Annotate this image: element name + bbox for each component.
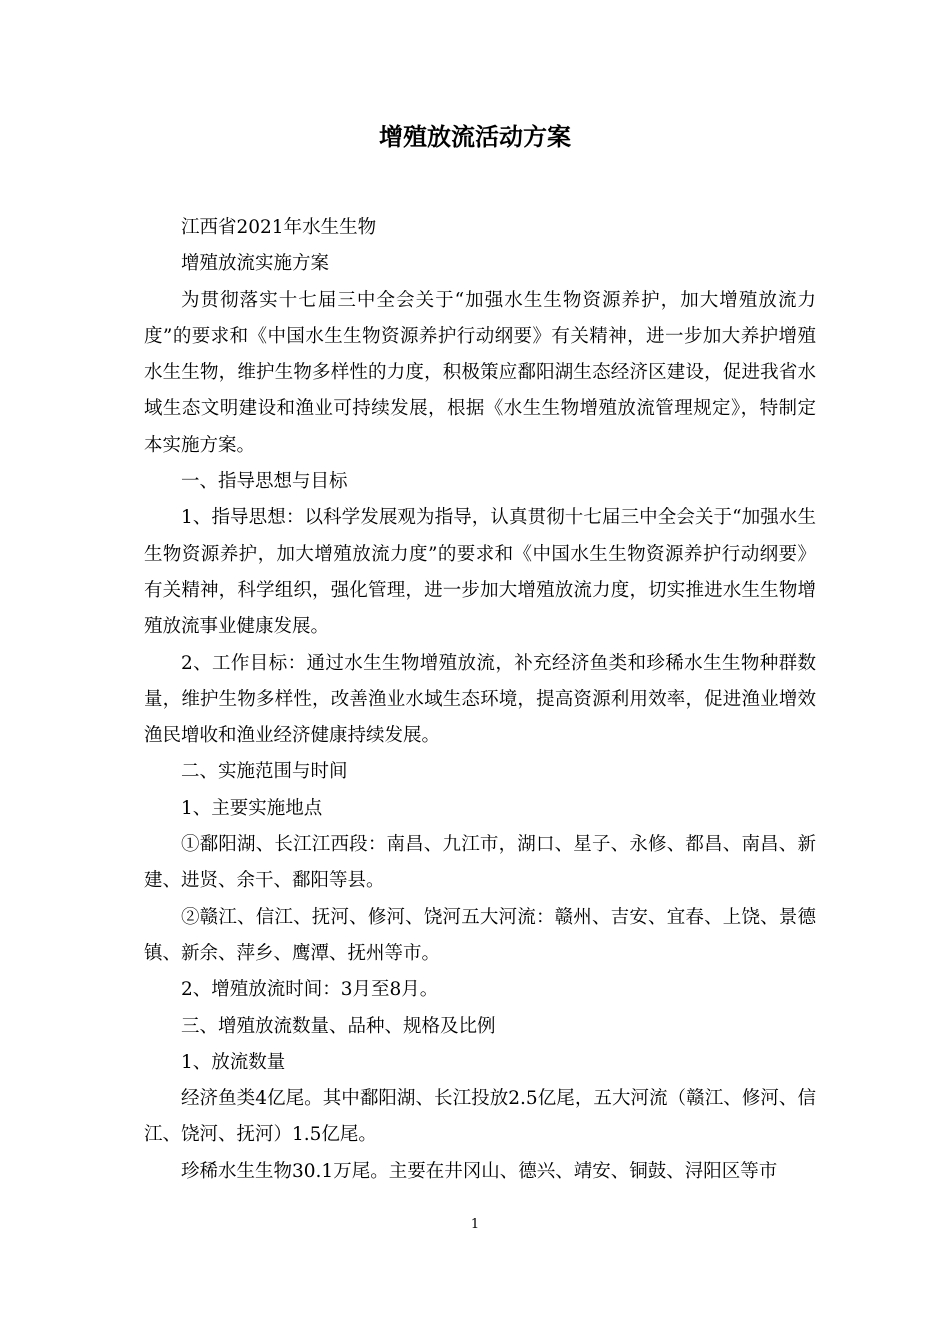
paragraph-intro: 为贯彻落实十七届三中全会关于“加强水生生物资源养护，加大增殖放流力度”的要求和《中国水生生物资源养护行动纲要》有关精神，进一步加大养护增殖水生生物，维护生物多样性的力度，积极策应鄱阳湖生态经济区建设，促进我省水域生态文明建设和渔业可持续发展，根据《水生生物增殖放流管理规定》，特制定本实施方案。 xyxy=(144,289,816,456)
section-heading-1: 一、指导思想与目标 xyxy=(181,471,348,493)
paragraph-subtitle-line-1: 江西省2021年水生生物 xyxy=(181,217,377,238)
document-title: 增殖放流活动方案 xyxy=(379,122,571,151)
paragraph-subtitle-line-2: 增殖放流实施方案 xyxy=(181,253,330,275)
paragraph-location-1: ①鄱阳湖、长江江西段：南昌、九江市，湖口、星子、永修、都昌、南昌、新建、进贤、余干、鄱阳等县。 xyxy=(144,834,816,892)
paragraph-location-2: ②赣江、信江、抚河、修河、饶河五大河流：赣州、吉安、宜春、上饶、景德镇、新余、萍乡、鹰潭、抚州等市。 xyxy=(144,906,816,964)
document-body xyxy=(144,210,816,1190)
paragraph-guiding-ideology: 1、指导思想：以科学发展观为指导，认真贯彻十七届三中全会关于“加强水生生物资源养护，加大增殖放流力度”的要求和《中国水生生物资源养护行动纲要》有关精神，科学组织，强化管理，进一步加大增殖放流力度，切实推进水生生物增殖放流事业健康发展。 xyxy=(144,507,816,638)
section-heading-3: 三、增殖放流数量、品种、规格及比例 xyxy=(181,1015,496,1037)
page-number: 1 xyxy=(470,1217,480,1232)
paragraph-work-goals: 2、工作目标：通过水生生物增殖放流，补充经济鱼类和珍稀水生生物种群数量，维护生物多样性，改善渔业水域生态环境，提高资源利用效率，促进渔业增效渔民增收和渔业经济健康持续发展。 xyxy=(144,652,816,747)
section-heading-2: 二、实施范围与时间 xyxy=(181,761,348,783)
subheading-locations: 1、主要实施地点 xyxy=(181,797,323,819)
subheading-release-quantity: 1、放流数量 xyxy=(181,1051,286,1073)
paragraph-release-time: 2、增殖放流时间：3月至8月。 xyxy=(181,979,439,1001)
paragraph-rare-species: 珍稀水生生物30.1万尾。主要在井冈山、德兴、靖安、铜鼓、浔阳区等市 xyxy=(181,1160,778,1182)
paragraph-economic-fish: 经济鱼类4亿尾。其中鄱阳湖、长江投放2.5亿尾，五大河流（赣江、修河、信江、饶河、抚河）1.5亿尾。 xyxy=(144,1088,816,1146)
